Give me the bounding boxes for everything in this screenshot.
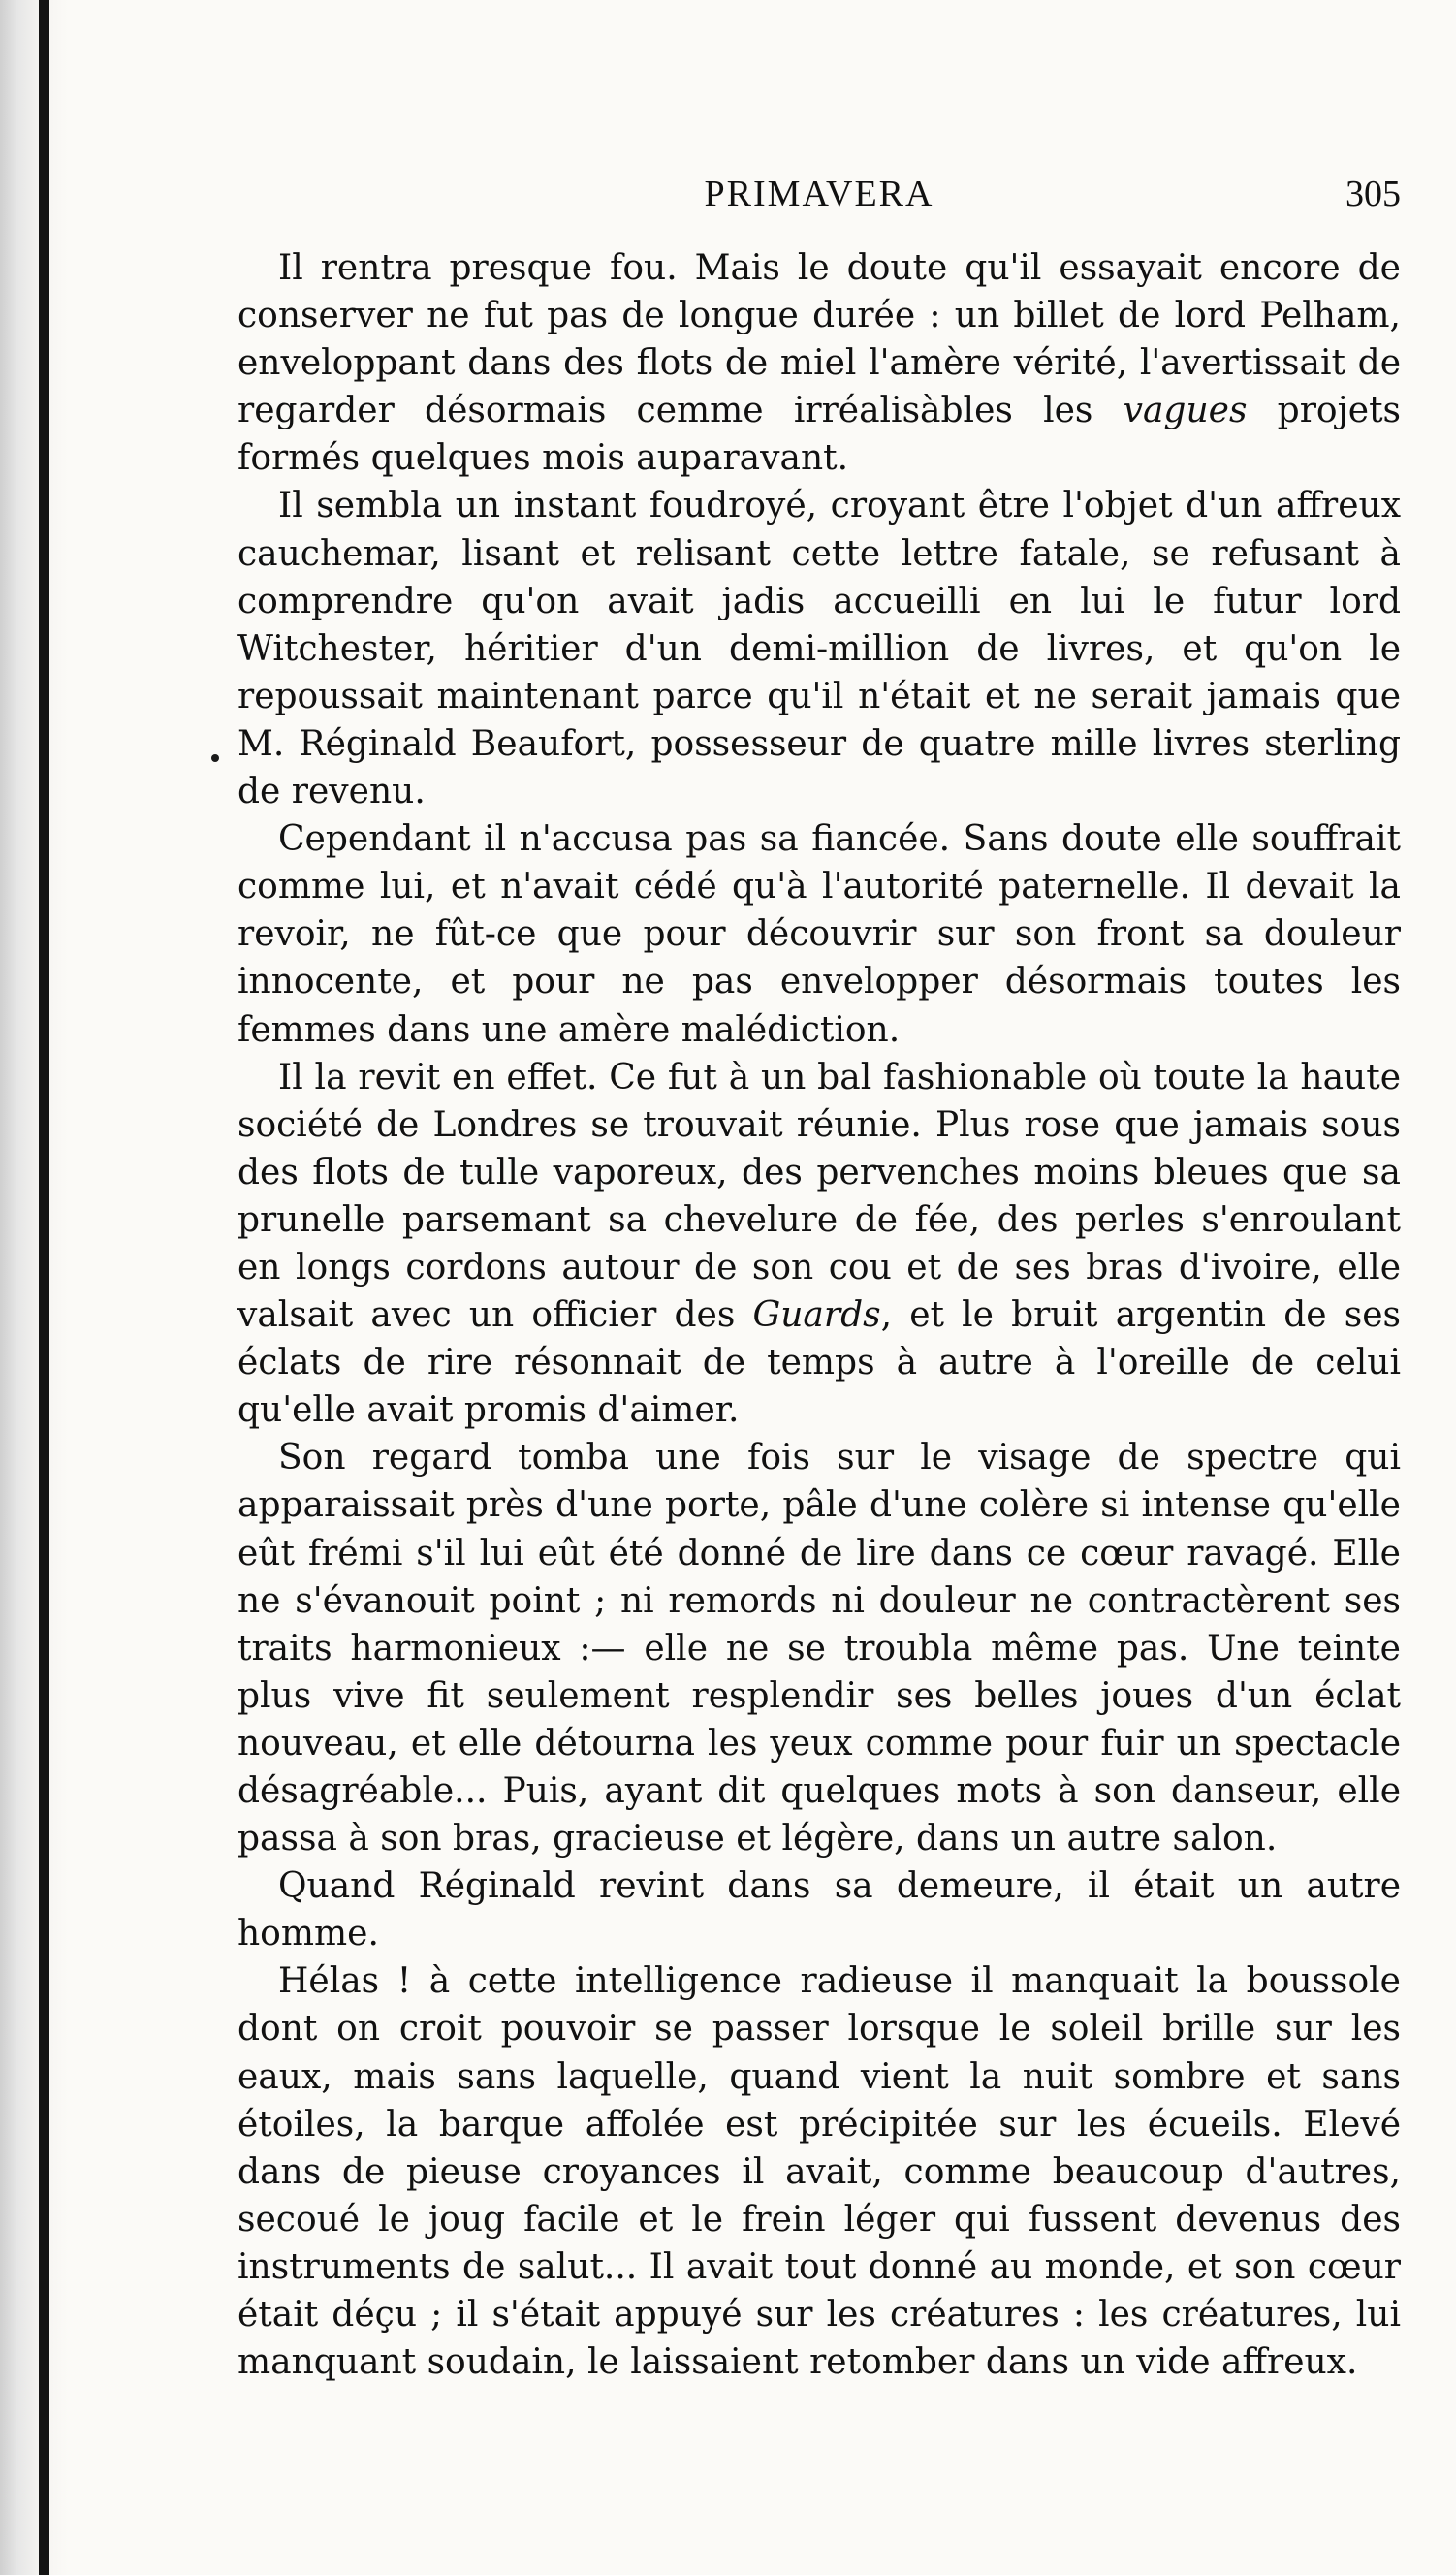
paragraph-2: Il sembla un instant foudroyé, croyant être l'objet d'un affreux cauchemar, lisant et relisant cette lettre fatale, se refusant à comprendre qu'on avait jadis accueilli en lui le futur lord Witchester, héritier d'un demi-million de livres, et qu'on le repoussait maintenant parce qu'il n'était et ne serait jamais que M. Réginald Beaufort, possesseur de quatre mille livres sterling de revenu. xyxy=(237,486,1401,812)
paragraph-7: Hélas ! à cette intelligence radieuse il manquait la boussole dont on croit pouvoir se passer lorsque le soleil brille sur les eaux, mais sans laquelle, quand vient la nuit sombre et sans étoiles, la barque affolée est précipitée sur les écueils. Elevé dans de pieuse croyances il avait, comme beaucoup d'autres, secoué le joug facile et le frein léger qui fussent devenus des instruments de salut... Il avait tout donné au monde, et son cœur était déçu ; il s'était appuyé sur les créatures : les créatures, lui manquant soudain, le laissaient retomber dans un vide affreux. xyxy=(237,1961,1401,2383)
paragraph-1 xyxy=(237,244,1401,482)
ink-speck xyxy=(211,754,219,762)
paragraph-1-text: Il rentra presque fou. Mais le doute qu'il essayait encore de conserver ne fut pas de longue durée : un billet de lord Pelham, enveloppant dans des flots de miel l'amère vérité, l'avertissait de regarder désormais cemme irréalisàbles les xyxy=(237,248,1401,431)
running-title: PRIMAVERA xyxy=(704,174,934,214)
page-binding-edge xyxy=(0,0,68,2575)
paragraph-3: Cependant il n'accusa pas sa fiancée. Sans doute elle souffrait comme lui, et n'avait cédé qu'à l'autorité paternelle. Il devait la revoir, ne fût-ce que pour découvrir sur son front sa douleur innocente, et pour ne pas envelopper désormais toutes les femmes dans une amère malédiction. xyxy=(237,819,1401,1050)
paragraph-4 xyxy=(237,1054,1401,1435)
binding-shadow-line xyxy=(39,0,49,2575)
paragraph-4-text: Il la revit en effet. Ce fut à un bal fashionable où toute la haute société de Londres se trouvait réunie. Plus rose que jamais sous des flots de tulle vaporeux, des pervenches moins bleues que sa prunelle parsemant sa chevelure de fée, des perles s'enroulant en longs cordons autour de son cou et de ses bras d'ivoire, elle valsait avec un officier des xyxy=(237,1057,1401,1336)
paragraph-1-tail: projets formés quelques mois auparavant. xyxy=(237,391,1402,479)
paragraph-6: Quand Réginald revint dans sa demeure, il était un autre homme. xyxy=(237,1866,1401,1955)
paragraph-4-tail: , et le bruit argentin de ses éclats de rire résonnait de temps à autre à l'oreille de celui qu'elle avait promis d'aimer. xyxy=(237,1295,1401,1431)
paragraph-4-italic: Guards xyxy=(752,1295,881,1336)
paragraph-1-italic: vagues xyxy=(1123,391,1248,431)
page-header xyxy=(237,167,1401,225)
paragraph-5: Son regard tomba une fois sur le visage de spectre qui apparaissait près d'une porte, pâle d'une colère si intense qu'elle eût frémi s'il lui eût été donné de lire dans ce cœur ravagé. Elle ne s'évanouit point ; ni remords ni douleur ne contractèrent ses traits harmonieux :— elle ne se troubla même pas. Une teinte plus vive fit seulement resplendir ses belles joues d'un éclat nouveau, et elle détourna les yeux comme pour fuir un spectacle désagréable... Puis, ayant dit quelques mots à son danseur, elle passa à son bras, gracieuse et légère, dans un autre salon. xyxy=(237,1438,1401,1860)
page-number: 305 xyxy=(1345,174,1401,214)
text-body xyxy=(237,244,1401,2386)
